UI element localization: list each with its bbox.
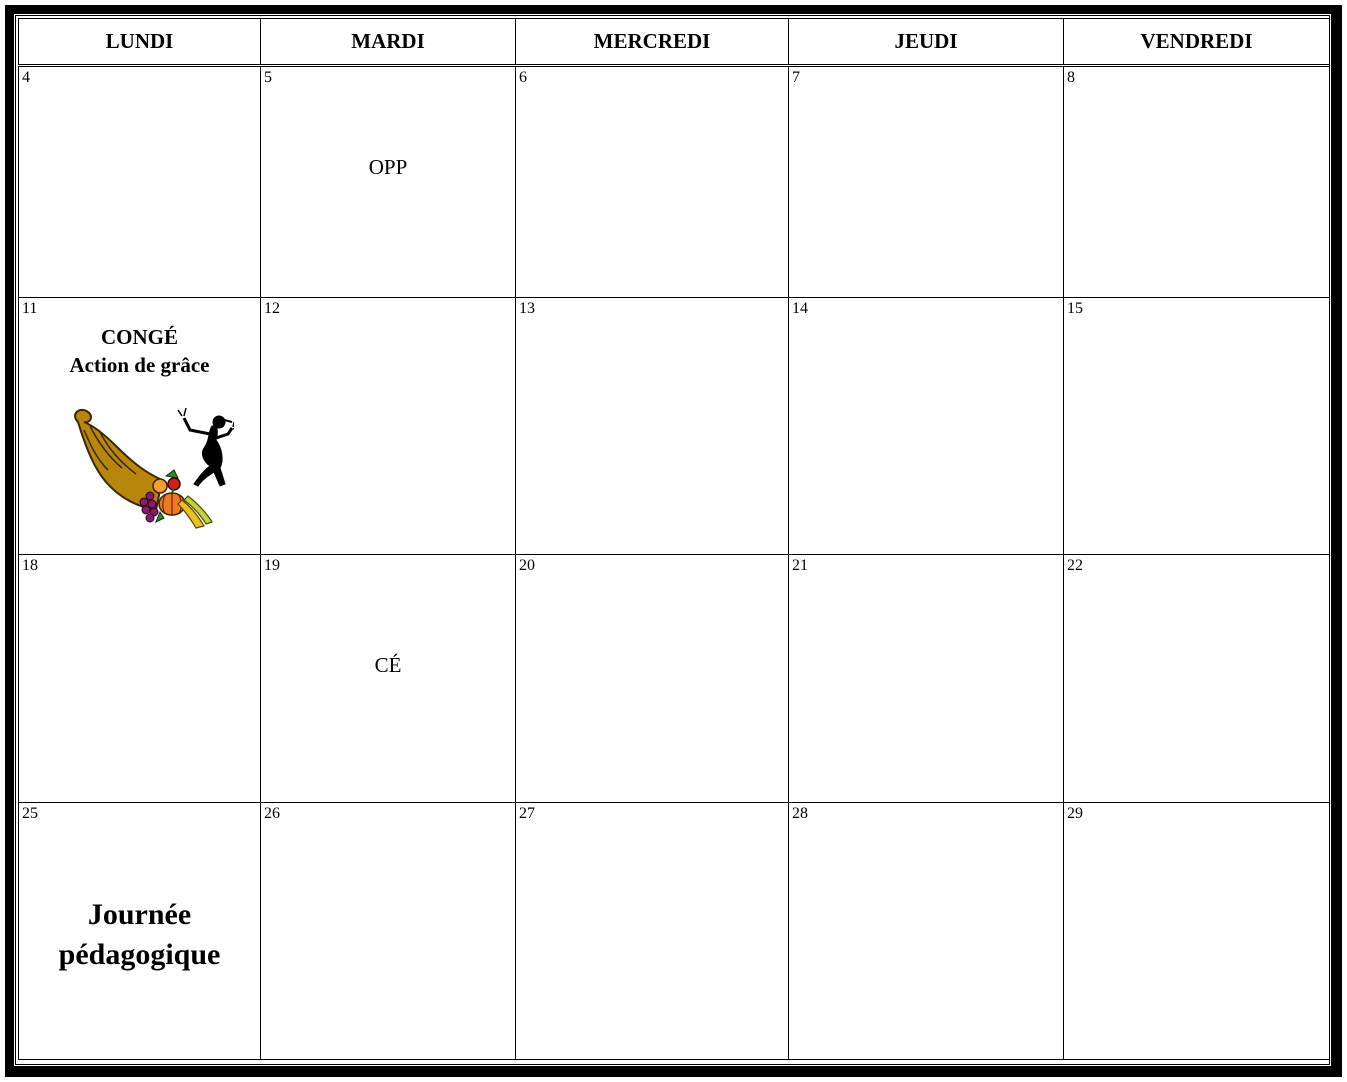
header-wednesday: MERCREDI [516,19,789,66]
day-number: 8 [1067,69,1075,86]
day-cell[interactable] [261,298,516,555]
day-number: 26 [264,805,280,822]
day-cell[interactable] [19,66,261,298]
week-row [19,66,1330,298]
header-tuesday: MARDI [261,19,516,66]
day-cell[interactable] [516,555,789,803]
day-number: 14 [792,300,808,317]
calendar-frame [5,5,1342,1077]
day-number: 20 [519,557,535,574]
day-number: 21 [792,557,808,574]
day-number: 25 [22,805,38,822]
day-cell[interactable] [1064,555,1330,803]
holiday-title: CONGÉ [100,325,178,349]
day-cell[interactable] [1064,803,1330,1060]
day-number: 11 [22,300,38,317]
day-number: 28 [792,805,808,822]
event-holiday [19,323,260,379]
day-number: 19 [264,557,280,574]
calendar-table [18,18,1330,1060]
day-cell[interactable] [261,66,516,298]
week-row [19,803,1330,1060]
week-row [19,298,1330,555]
day-cell[interactable] [19,555,261,803]
day-cell[interactable] [789,298,1064,555]
day-cell[interactable] [516,298,789,555]
event-opp: OPP [368,155,408,179]
day-cell[interactable] [789,66,1064,298]
week-row [19,555,1330,803]
day-cell[interactable] [789,555,1064,803]
cornucopia-icon [64,404,234,529]
day-cell[interactable] [516,803,789,1060]
header-monday: LUNDI [19,19,261,66]
day-number: 22 [1067,557,1083,574]
day-number: 15 [1067,300,1083,317]
header-friday: VENDREDI [1064,19,1330,66]
day-cell[interactable] [19,803,261,1060]
day-cell[interactable] [1064,298,1330,555]
day-cell[interactable] [19,298,261,555]
day-number: 5 [264,69,272,86]
day-cell[interactable] [516,66,789,298]
day-number: 18 [22,557,38,574]
holiday-subtitle: Action de grâce [69,353,210,377]
event-pedagogical-day [19,895,260,975]
day-number: 4 [22,69,30,86]
day-cell[interactable] [1064,66,1330,298]
day-cell[interactable] [261,555,516,803]
day-cell[interactable] [261,803,516,1060]
day-number: 12 [264,300,280,317]
event-line-1: Journée [87,898,192,931]
day-number: 6 [519,69,527,86]
event-line-2: pédagogique [58,938,221,971]
day-cell[interactable] [789,803,1064,1060]
header-thursday: JEUDI [789,19,1064,66]
day-number: 13 [519,300,535,317]
event-ce: CÉ [374,653,402,677]
day-number: 27 [519,805,535,822]
weekday-header-row [19,19,1330,66]
day-number: 7 [792,69,800,86]
day-number: 29 [1067,805,1083,822]
